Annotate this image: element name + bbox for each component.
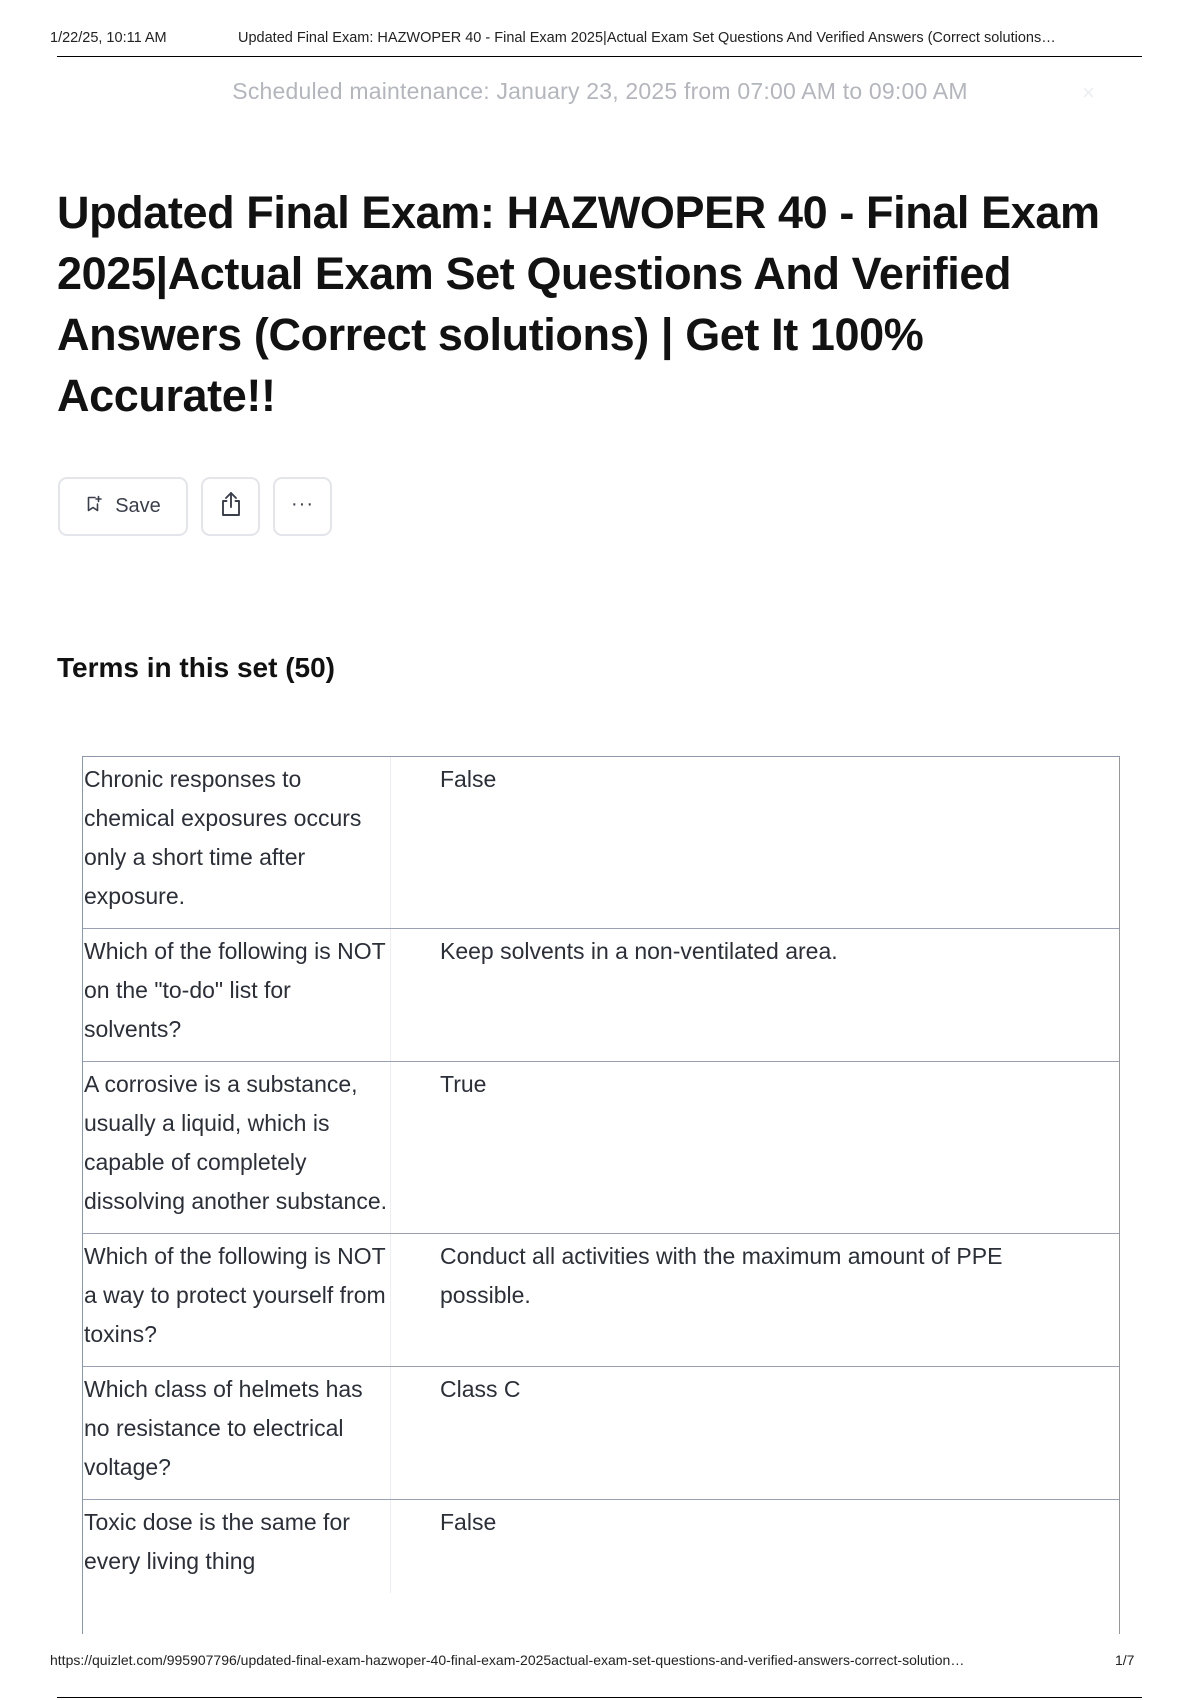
print-url: https://quizlet.com/995907796/updated-final-exam-hazwoper-40-final-exam-2025actual-exam-set-questions-and-verified-answers-correct-solution…: [50, 1652, 965, 1668]
definition-text: False: [440, 1509, 497, 1535]
header-rule: [57, 56, 1142, 57]
definition-text: Class C: [440, 1376, 521, 1402]
save-button[interactable]: [58, 477, 188, 536]
definition-text: Conduct all activities with the maximum amount of PPE possible.: [440, 1243, 1003, 1308]
close-icon[interactable]: ×: [1082, 80, 1095, 105]
bookmark-plus-icon: [85, 495, 103, 519]
more-dots-icon: ···: [291, 492, 314, 515]
print-page-number: 1/7: [1115, 1652, 1135, 1668]
term-text: Which class of helmets has no resistance to electrical voltage?: [83, 1367, 391, 1499]
term-text: A corrosive is a substance, usually a liquid, which is capable of completely dissolving another substance.: [83, 1062, 391, 1233]
term-text: Which of the following is NOT a way to protect yourself from toxins?: [83, 1234, 391, 1366]
definition-text: Keep solvents in a non-ventilated area.: [440, 938, 838, 964]
term-text: Which of the following is NOT on the "to-do" list for solvents?: [83, 929, 391, 1061]
maintenance-banner: Scheduled maintenance: January 23, 2025 from 07:00 AM to 09:00 AM: [232, 78, 968, 104]
print-doc-title: Updated Final Exam: HAZWOPER 40 - Final Exam 2025|Actual Exam Set Questions And Verified Answers (Correct solutions…: [238, 30, 1056, 46]
print-datetime: 1/22/25, 10:11 AM: [50, 30, 167, 46]
print-footer: [50, 1652, 1150, 1672]
term-text: Chronic responses to chemical exposures occurs only a short time after exposure.: [83, 757, 391, 928]
table-row: [83, 1500, 1119, 1593]
footer-rule: [57, 1697, 1142, 1698]
save-label: Save: [115, 495, 161, 517]
terms-table: [82, 756, 1120, 1634]
share-button[interactable]: [201, 477, 260, 536]
page-title: Updated Final Exam: HAZWOPER 40 - Final Exam 2025|Actual Exam Set Questions And Verified Answers (Correct solutions) | Get It 100% Accurate!!: [57, 187, 1100, 421]
definition-text: True: [440, 1071, 487, 1097]
table-row: [83, 1367, 1119, 1500]
more-options-button[interactable]: [273, 477, 332, 536]
terms-heading: Terms in this set (50): [57, 652, 336, 683]
definition-text: False: [440, 766, 497, 792]
table-row: [83, 1062, 1119, 1234]
share-icon: [218, 490, 244, 523]
table-row: [83, 757, 1119, 929]
term-text: Toxic dose is the same for every living thing: [83, 1500, 391, 1593]
set-actions: [58, 477, 332, 536]
print-header: [50, 30, 1145, 54]
table-row: [83, 929, 1119, 1062]
table-row: [83, 1234, 1119, 1367]
